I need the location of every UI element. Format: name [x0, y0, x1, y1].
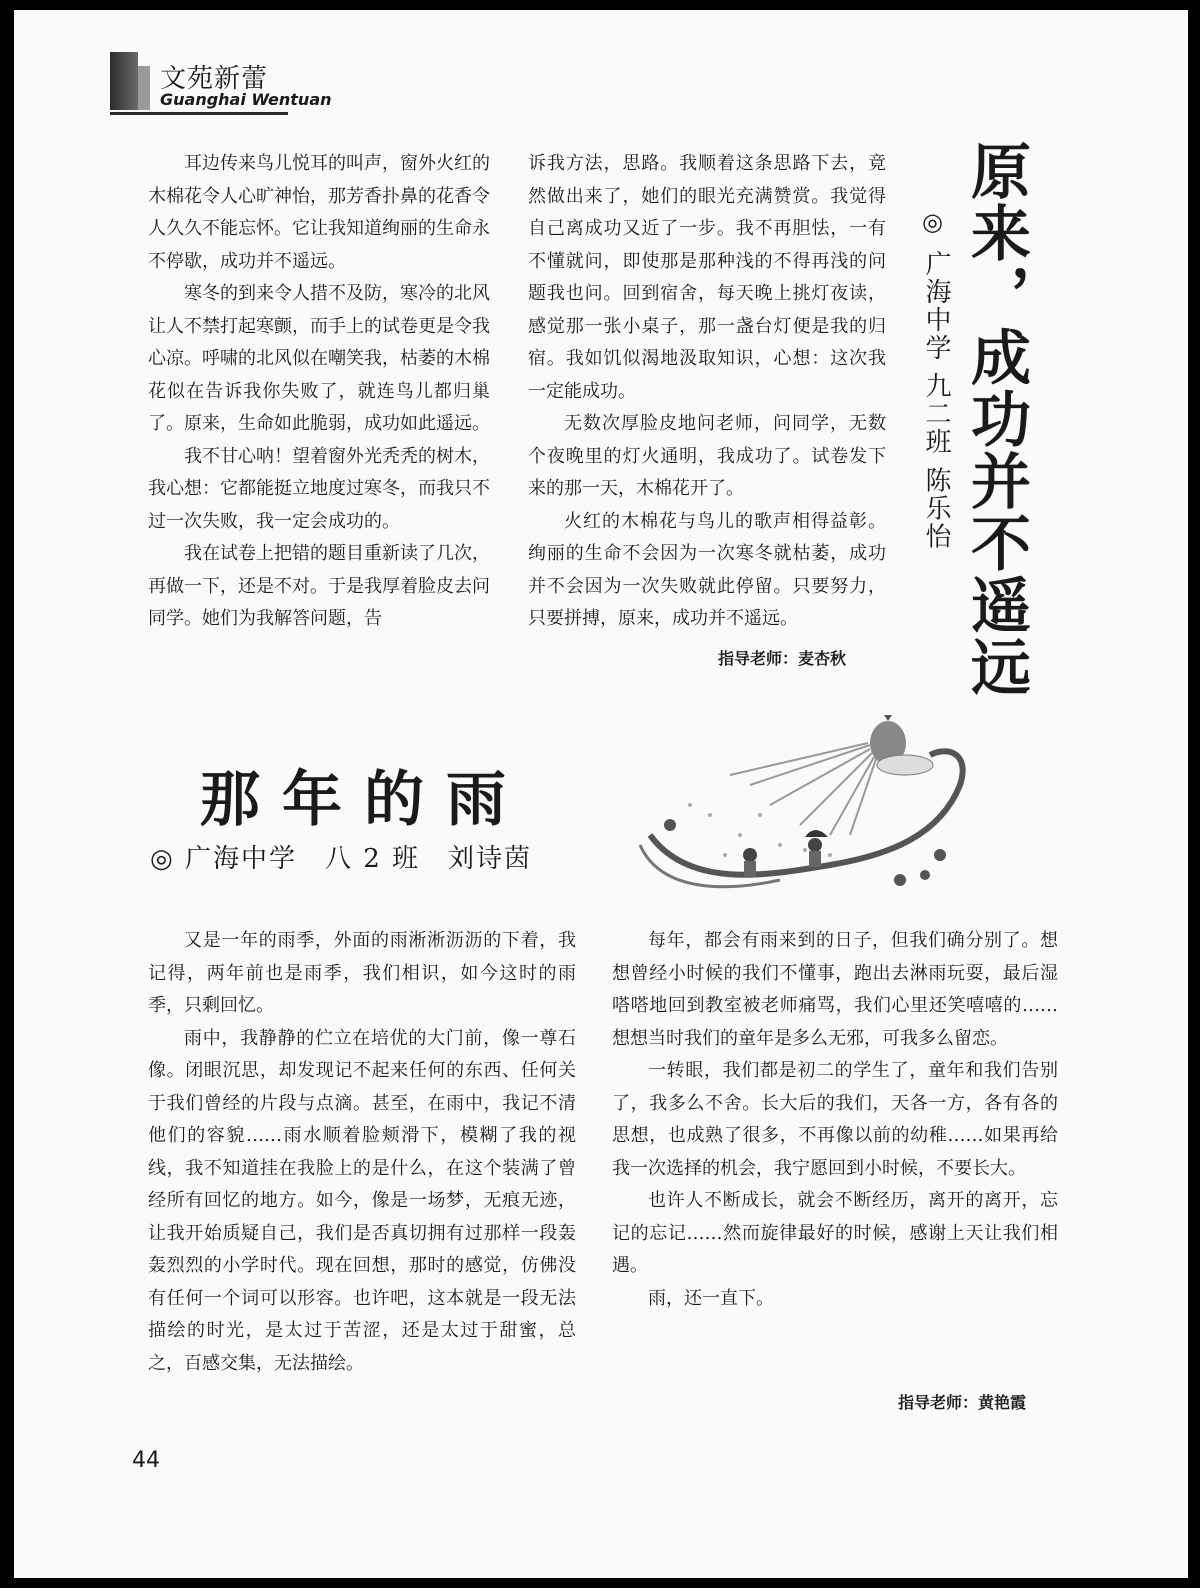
header-logo-block-shade — [138, 66, 150, 110]
section-subtitle: Guanghai Wentuan — [160, 90, 332, 109]
paragraph: 又是一年的雨季，外面的雨淅淅沥沥的下着，我记得，两年前也是雨季，我们相识，如今这时的雨季，只剩回忆。 — [148, 930, 576, 1016]
rain-illustration — [630, 715, 990, 925]
article2-title: 那年的雨 — [200, 765, 528, 835]
article2-column1 — [148, 925, 576, 1380]
article2-advisor: 指导老师：黄艳霞 — [898, 1393, 1027, 1412]
section-title: 文苑新蕾 — [160, 64, 269, 94]
byline-mark: ◎ — [922, 208, 943, 236]
article1-title: 原来，成功并不遥远 — [961, 140, 1031, 698]
paragraph: 火红的木棉花与鸟儿的歌声相得益彰。绚丽的生命不会因为一次寒冬就枯萎，成功并不会因为一次失败就此停留。只要努力，只要拼搏，原来，成功并不遥远。 — [528, 510, 886, 629]
paragraph: 一转眼，我们都是初二的学生了，童年和我们告别了，我多么不舍。长大后的我们，天各一方，各有各的思想，也成熟了很多，不再像以前的幼稚……如果再给我一次选择的机会，我宁愿回到小时候，不要长大。 — [612, 1060, 1058, 1179]
paragraph: 也许人不断成长，就会不断经历，离开的离开，忘记的忘记……然而旋律最好的时候，感谢上天让我们相遇。 — [612, 1190, 1058, 1276]
article1-column2 — [528, 148, 886, 636]
article2-column2 — [612, 925, 1058, 1315]
header-logo-block — [110, 52, 138, 110]
paragraph: 我在试卷上把错的题目重新读了几次，再做一下，还是不对。于是我厚着脸皮去问同学。她们为我解答问题，告 — [148, 543, 490, 629]
paragraph: 雨中，我静静的伫立在培优的大门前，像一尊石像。闭眼沉思，却发现记不起来任何的东西、任何关于我们曾经的片段与点滴。甚至，在雨中，我记不清他们的容貌……雨水顺着脸颊滑下，模糊了我的视线，我不知道挂在我脸上的是什么，在这个装满了曾经所有回忆的地方。如今，像是一场梦，无痕无迹，让我开始质疑自己，我们是否真切拥有过那样一段轰轰烈烈的小学时代。现在回想，那时的感觉，仿佛没有任何一个词可以形容。也许吧，这本就是一段无法描绘的时光，是太过于苦涩，还是太过于甜蜜，总之，百感交集，无法描绘。 — [148, 1027, 576, 1374]
paragraph: 雨，还一直下。 — [648, 1287, 774, 1309]
paragraph: 耳边传来鸟儿悦耳的叫声，窗外火红的木棉花令人心旷神怡，那芳香扑鼻的花香令人久久不能忘怀。它让我知道绚丽的生命永不停歇，成功并不遥远。 — [148, 153, 490, 272]
article2-byline: ◎ 广海中学 八 2 班 刘诗茵 — [150, 844, 533, 874]
page-number: 44 — [132, 1448, 160, 1473]
paragraph: 寒冬的到来令人措不及防，寒冷的北风让人不禁打起寒颤，而手上的试卷更是令我心凉。呼啸的北风似在嘲笑我，枯萎的木棉花似在告诉我你失败了，就连鸟儿都归巢了。原来，生命如此脆弱，成功如此遥远。 — [148, 283, 490, 434]
paragraph: 无数次厚脸皮地问老师，问同学，无数个夜晚里的灯火通明，我成功了。试卷发下来的那一天，木棉花开了。 — [528, 413, 886, 499]
article1-advisor: 指导老师：麦杏秋 — [718, 649, 847, 668]
paragraph: 诉我方法，思路。我顺着这条思路下去，竟然做出来了，她们的眼光充满赞赏。我觉得自己离成功又近了一步。我不再胆怯，一有不懂就问，即使那是那种浅的不得再浅的问题我也问。回到宿舍，每天晚上挑灯夜读，感觉那一张小桌子，那一盏台灯便是我的归宿。我如饥似渴地汲取知识，心想：这次我一定能成功。 — [528, 153, 886, 402]
article1-column1 — [148, 148, 490, 636]
paragraph: 我不甘心呐！望着窗外光秃秃的树木，我心想：它都能挺立地度过寒冬，而我只不过一次失败，我一定会成功的。 — [148, 445, 490, 532]
header-rule — [110, 112, 288, 115]
article1-byline: 广海中学 九二班 陈乐怡 — [921, 250, 951, 551]
paragraph: 每年，都会有雨来到的日子，但我们确分别了。想想曾经小时候的我们不懂事，跑出去淋雨玩耍，最后湿嗒嗒地回到教室被老师痛骂，我们心里还笑嘻嘻的……想想当时我们的童年是多么无邪，可我多么留恋。 — [612, 930, 1058, 1049]
